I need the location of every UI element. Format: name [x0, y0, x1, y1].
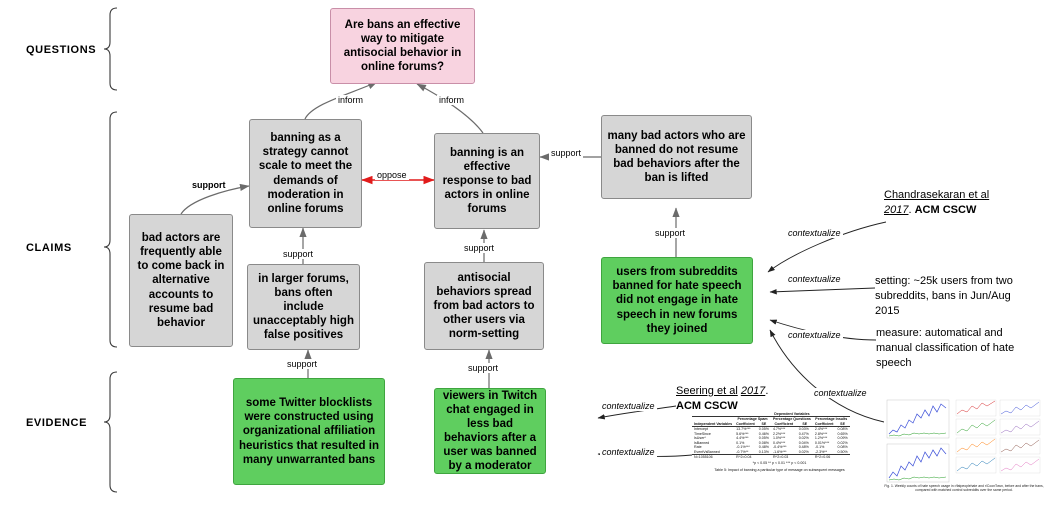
- table-caption: Table 5: Impact of banning a particular type of message on subsequent messages: [714, 468, 845, 473]
- citation-seering[interactable]: Seering et al 2017. ACM CSCW: [676, 385, 769, 412]
- table-cell: 1.0%***: [772, 436, 786, 441]
- node-question[interactable]: Are bans an effective way to mitigate antisocial behavior in online forums?: [330, 8, 475, 84]
- table-cell: EventVsBanned: [692, 450, 734, 455]
- table-subheader-5: SE: [835, 422, 849, 427]
- edge-label-contextualize-table: contextualize: [602, 447, 655, 457]
- figure-caption: Fig. 1. Weekly counts of hate speech usage in r/fatpeoplehate and r/CoonTown, before and after the bans, compared with matched control subreddits over the same period.: [884, 484, 1044, 493]
- table-cell: 0.50%: [837, 449, 848, 454]
- table-cell: 0.13%: [758, 449, 769, 454]
- artifact-figure-thumbnail[interactable]: [884, 392, 1044, 500]
- table-cell: N=1055106: [694, 455, 713, 460]
- table-cell: 0.08%: [837, 445, 848, 450]
- table-cell: 0.04%: [798, 440, 809, 445]
- table-cell: 0.09%: [837, 436, 848, 441]
- node-claim-effective-response[interactable]: banning is an effective response to bad actors in online forums: [434, 133, 540, 229]
- table-cell: 0.47%: [798, 431, 809, 436]
- note-measure: measure: automatical and manual classification of hate speech: [876, 327, 1015, 369]
- citation-chandrasekaran[interactable]: Chandrasekaran et al 2017. ACM CSCW: [884, 189, 990, 216]
- table-cell: IsUser*: [694, 436, 706, 441]
- table-row-header: Independent Variables: [694, 421, 733, 426]
- table-cell: -0.1%***: [736, 445, 750, 450]
- node-claim-false-positives[interactable]: in larger forums, bans often include unacceptably high false positives: [247, 264, 360, 350]
- table-cell: -1.6%***: [771, 450, 797, 455]
- table-colgroup-2: Percentage Insults: [813, 417, 850, 422]
- table-cell: 0.65%: [837, 431, 848, 436]
- table-cell: R^2=0.04: [736, 455, 752, 460]
- table-cell: 0.48%: [758, 445, 769, 450]
- table-cell: 1.2%***: [814, 436, 828, 441]
- citation-venue: ACM CSCW: [914, 203, 977, 216]
- node-claim-alt-accounts[interactable]: bad actors are frequently able to come back in alternative accounts to resume bad behavior: [129, 214, 233, 347]
- edge-label-contextualize-chandrasekaran: contextualize: [788, 228, 841, 238]
- table-cell: 0.05%: [758, 436, 769, 441]
- edge-label-support-blocklists: support: [287, 359, 318, 369]
- table-cell: 4.7%***: [772, 427, 786, 432]
- table-cell: 0.02%: [797, 450, 813, 455]
- table-cell: 0.08%: [758, 440, 769, 445]
- table-cell: 0.01%***: [814, 440, 830, 445]
- table-cell: -2.3%**: [813, 450, 836, 455]
- edge-label-inform-left: inform: [338, 95, 364, 105]
- note-setting: setting: ~25k users from two subreddits, bans in Jun/Aug 2015: [875, 275, 1013, 317]
- table-footnote: *p < 0.05 ** p < 0.01 *** p < 0.001: [752, 460, 807, 465]
- table-cell: 0.4%***: [772, 440, 786, 445]
- node-claim-cannot-scale[interactable]: banning as a strategy cannot scale to meet the demands of moderation in online forums: [249, 119, 362, 228]
- node-evidence-twitch-viewers[interactable]: viewers in Twitch chat engaged in less bad behaviors after a user was banned by a moderator: [434, 388, 546, 474]
- table-cell: 4.4%***: [736, 436, 749, 441]
- table-cell: -0.1%: [814, 445, 825, 450]
- table-cell: 0.05%: [758, 427, 769, 432]
- edge-label-contextualize-figure: contextualize: [814, 388, 867, 398]
- table-subheader-3: SE: [797, 422, 813, 427]
- table-cell: R^2=0.03: [772, 455, 789, 460]
- table-cell: 2.2%***: [772, 431, 786, 436]
- table-subheader-1: SE: [757, 422, 771, 427]
- edge-label-support-subreddit: support: [655, 228, 686, 238]
- table-cell: R^2=0.06: [814, 455, 831, 460]
- edge-label-support-norm-setting: support: [464, 243, 495, 253]
- citation-year: 2017: [884, 203, 909, 216]
- citation-year: 2017: [740, 385, 766, 397]
- citation-authors: Chandrasekaran et al: [884, 189, 990, 201]
- table-cell: 0.48%: [798, 445, 809, 450]
- table-cell: 0.02%: [798, 436, 809, 441]
- table-cell: 0.08%: [837, 427, 848, 432]
- artifact-table-thumbnail[interactable]: [692, 412, 867, 473]
- node-claim-norm-setting[interactable]: antisocial behaviors spread from bad actors to other users via norm-setting: [424, 262, 544, 350]
- layer-label-questions: QUESTIONS: [26, 44, 97, 56]
- table-cell: 0.02%: [837, 440, 848, 445]
- node-evidence-subreddit-hate[interactable]: users from subreddits banned for hate speech did not engage in hate speech in new forums they joined: [601, 257, 753, 344]
- citation-venue: ACM CSCW: [676, 399, 738, 412]
- table-subheader-4: Coefficient: [814, 421, 834, 426]
- layer-label-claims: CLAIMS: [26, 242, 72, 254]
- node-claim-no-resume[interactable]: many bad actors who are banned do not resume bad behaviors after the ban is lifted: [601, 115, 752, 199]
- citation-authors: Seering et al: [676, 385, 738, 397]
- table-cell: IsBanned: [694, 440, 710, 445]
- edge-label-support-no-resume: support: [551, 148, 582, 158]
- table-cell: 2.8%***: [814, 431, 828, 436]
- edge-label-support-false-positives: support: [283, 249, 314, 259]
- table-colgroup-1: Percentage Questions: [772, 417, 811, 422]
- edge-label-contextualize-setting: contextualize: [788, 274, 841, 284]
- table-cell: 0.46%: [758, 431, 769, 436]
- table-cell: 13.7%***: [736, 427, 751, 432]
- edge-label-support-twitch: support: [468, 363, 499, 373]
- table-cell: 0.03%: [798, 427, 809, 432]
- table-cell: -0.4%***: [772, 445, 787, 450]
- edge-label-support-alt-accounts: support: [192, 180, 226, 190]
- table-cell: 2.4%***: [814, 427, 828, 432]
- node-evidence-twitter-blocklists[interactable]: some Twitter blocklists were constructed using organizational affiliation heuristics that resulted in many unwarranted bans: [233, 378, 385, 485]
- table-subheader-0: Coefficient: [736, 421, 755, 426]
- table-subheader-2: Coefficient: [771, 422, 797, 427]
- edge-label-contextualize-measure: contextualize: [788, 330, 841, 340]
- table-cell: TimeSince: [694, 431, 711, 436]
- edge-label-inform-right: inform: [439, 95, 465, 105]
- table-group-header: Dependent Variables: [774, 412, 810, 416]
- table-cell: 0.1%: [736, 440, 745, 445]
- table-cell: -0.7%**: [734, 450, 757, 455]
- table-row: [692, 455, 850, 460]
- table-colgroup-0: Percentage Spam: [734, 417, 771, 422]
- edge-label-oppose: oppose: [377, 170, 407, 180]
- table-cell: Intercept: [694, 427, 708, 432]
- edge-label-contextualize-seering: contextualize: [602, 401, 655, 411]
- table-cell: Rate: [694, 445, 702, 450]
- layer-label-evidence: EVIDENCE: [26, 417, 88, 429]
- table-cell: 5.6%***: [736, 431, 749, 436]
